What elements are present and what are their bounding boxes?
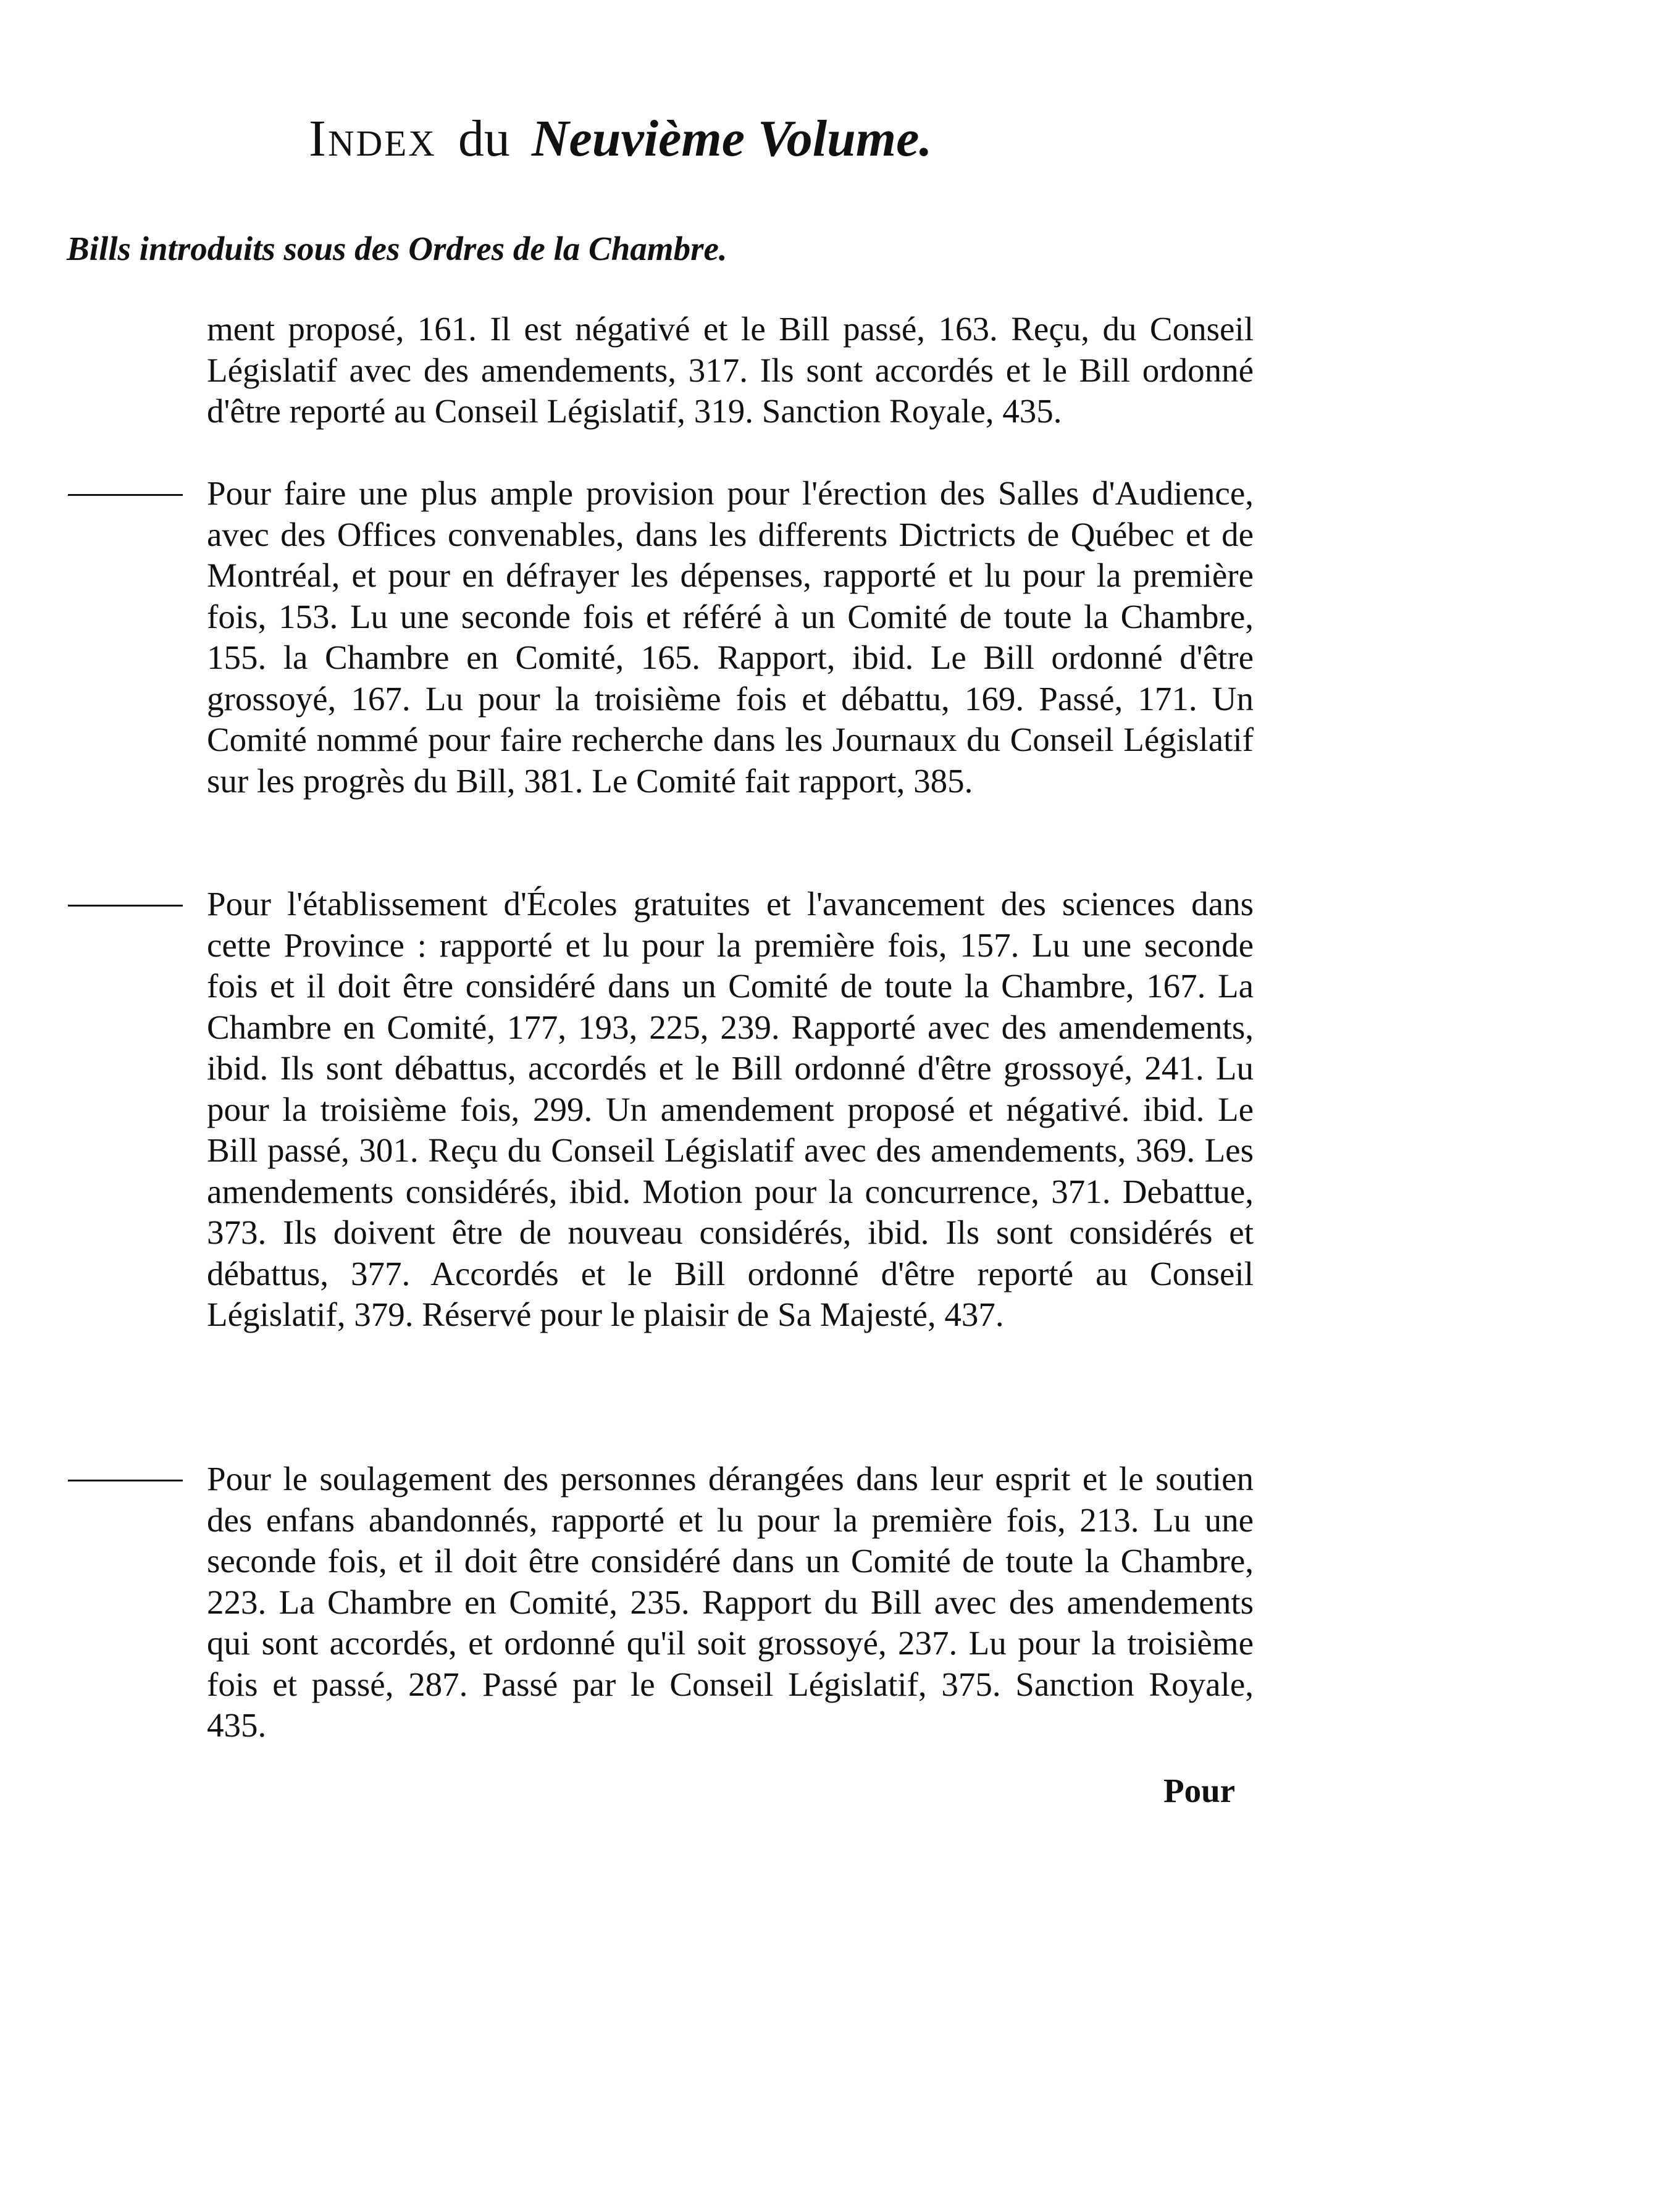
running-title	[309, 105, 932, 173]
index-entry-text: Pour l'établissement d'Écoles gratuites et l'avancement des sciences dans cette Province : rapporté et lu pour la première fois, 157. Lu une seconde fois et il doit être considéré dans un Comité de toute la Chambre, 167. La Chambre en Comité, 177, 193, 225, 239. Rapporté avec des amendements, ibid. Ils sont débattus, accordés et le Bill ordonné d'être grossoyé, 241. Lu pour la troisième fois, 299. Un amendement proposé et négativé. ibid. Le Bill passé, 301. Reçu du Conseil Législatif avec des amendements, 369. Les amendements considérés, ibid. Motion pour la concurrence, 371. Debattue, 373. Ils doivent être de nouveau considérés, ibid. Ils sont considérés et débattus, 377. Accordés et le Bill ordonné d'être reporté au Conseil Législatif, 379. Réservé pour le plaisir de Sa Majesté, 437.	[207, 885, 1254, 1333]
index-entry-text: ment proposé, 161. Il est négativé et le Bill passé, 163. Reçu, du Conseil Législatif avec des amendements, 317. Ils sont accordés et le Bill ordonné d'être reporté au Conseil Législatif, 319. Sanction Royale, 435.	[207, 310, 1254, 430]
running-title-du: du	[458, 110, 510, 167]
index-entry-continuation	[207, 309, 1254, 432]
index-entry	[207, 473, 1254, 802]
entry-dash-rule	[68, 905, 183, 907]
section-title: Bills introduits sous des Ordres de la Chambre.	[67, 230, 727, 267]
index-entry-text: Pour faire une plus ample provision pour l'érection des Salles d'Audience, avec des Offices convenables, dans les differents Dictricts de Québec et de Montréal, et pour en défrayer les dépenses, rapporté et lu pour la première fois, 153. Lu une seconde fois et référé à un Comité de toute la Chambre, 155. la Chambre en Comité, 165. Rapport, ibid. Le Bill ordonné d'être grossoyé, 167. Lu pour la troisième fois et débattu, 169. Passé, 171. Un Comité nommé pour faire recherche dans les Journaux du Conseil Législatif sur les progrès du Bill, 381. Le Comité fait rapport, 385.	[207, 474, 1254, 800]
index-entry-text: Pour le soulagement des personnes dérangées dans leur esprit et le soutien des enfans abandonnés, rapporté et lu pour la première fois, 213. Lu une seconde fois, et il doit être considéré dans un Comité de toute la Chambre, 223. La Chambre en Comité, 235. Rapport du Bill avec des amendements qui sont accordés, et ordonné qu'il soit grossoyé, 237. Lu pour la troisième fois et passé, 287. Passé par le Conseil Législatif, 375. Sanction Royale, 435.	[207, 1460, 1254, 1744]
entry-dash-rule	[68, 1480, 183, 1481]
running-title-volume-name: Neuvième Volume.	[531, 110, 932, 167]
running-title-index-word: Index	[309, 110, 437, 167]
index-entry	[207, 884, 1254, 1336]
index-entry	[207, 1459, 1254, 1746]
catchword: Pour	[1163, 1772, 1236, 1809]
entry-dash-rule	[68, 494, 183, 496]
